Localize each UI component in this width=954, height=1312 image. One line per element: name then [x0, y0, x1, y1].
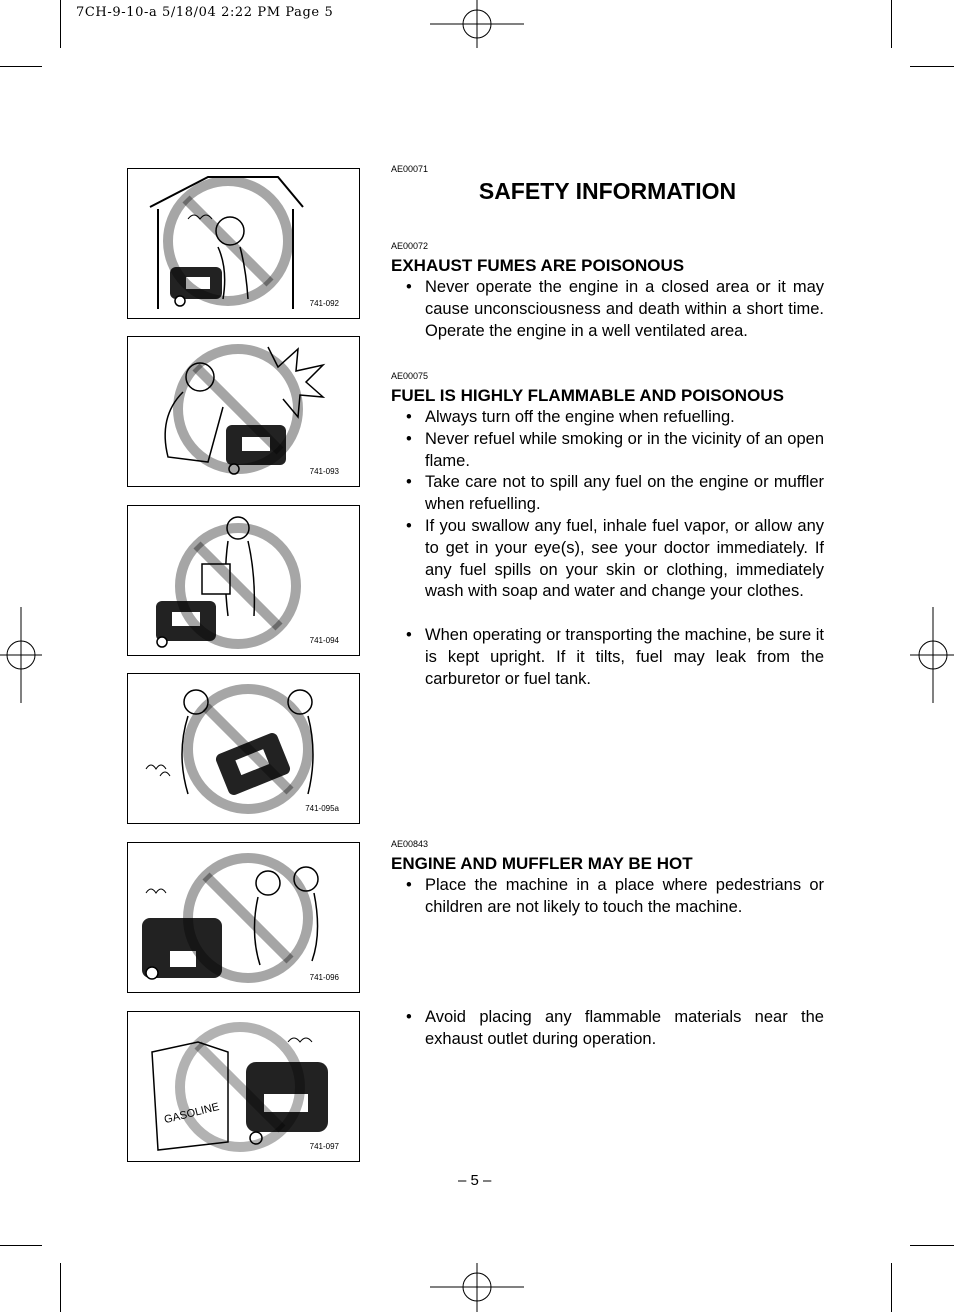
crop-mark [0, 1245, 42, 1246]
bullet-text: Never refuel while smoking or in the vicinity of an open flame. [425, 430, 824, 470]
page-title: SAFETY INFORMATION [478, 178, 737, 204]
crop-mark [891, 0, 892, 48]
registration-mark-left [0, 607, 42, 703]
figure-code: 741-096 [309, 973, 339, 982]
illustration-no-smoking-refuel [127, 336, 360, 487]
bullet-dot: • [406, 517, 412, 535]
crop-mark [0, 66, 42, 67]
bullet-dot: • [406, 1008, 412, 1026]
bullet-text: Take care not to spill any fuel on the engine or muffler when refuelling. [425, 473, 824, 513]
section-title-hot: ENGINE AND MUFFLER MAY BE HOT [391, 854, 693, 873]
bullet-item [406, 277, 824, 342]
bullet-dot: • [406, 876, 412, 894]
figure-code: 741-093 [309, 467, 339, 476]
registration-mark-bottom [430, 1263, 524, 1312]
illustration-fuel-spill [127, 505, 360, 656]
figure-code: 741-094 [309, 636, 339, 645]
crop-mark [910, 66, 954, 67]
bullet-text: When operating or transporting the machine, be sure it is kept upright. If it tilts, fuel may leak from the carburetor or fuel tank. [425, 626, 824, 688]
illustration-flammable-near-exhaust [127, 1011, 360, 1162]
gasoline-label: GASOLINE [162, 1100, 221, 1127]
crop-mark [60, 1263, 61, 1312]
section-code: AE00072 [391, 241, 429, 251]
bullet-item [406, 875, 824, 919]
illustration-children-hot-engine [127, 842, 360, 993]
bullet-item [406, 472, 824, 516]
bullet-item [406, 1007, 824, 1051]
illustration-tilted-transport [127, 673, 360, 824]
crop-mark [891, 1263, 892, 1312]
crop-mark [60, 0, 61, 48]
bullet-text: If you swallow any fuel, inhale fuel vapor, or allow any to get in your eye(s), see your doctor immediately. If any fuel spills on your skin or clothing, immediately wash with soap and water and change your clothes. [425, 517, 824, 601]
section-title-exhaust: EXHAUST FUMES ARE POISONOUS [391, 256, 685, 275]
bullet-dot: • [406, 278, 412, 296]
bullet-dot: • [406, 408, 412, 426]
print-header: 7CH-9-10-a 5/18/04 2:22 PM Page 5 [76, 5, 334, 20]
bullet-item [406, 625, 824, 690]
registration-mark-right [910, 607, 954, 703]
bullet-text: Place the machine in a place where pedestrians or children are not likely to touch the machine. [425, 876, 824, 916]
section-title-fuel: FUEL IS HIGHLY FLAMMABLE AND POISONOUS [391, 386, 784, 405]
section-code: AE00843 [391, 839, 429, 849]
illustration-exhaust-closed-area [127, 168, 360, 319]
section-code: AE00075 [391, 371, 429, 381]
bullet-text: Always turn off the engine when refuelling. [425, 408, 735, 426]
bullet-item [406, 429, 824, 473]
figure-code: 741-095a [305, 804, 339, 813]
bullet-text: Never operate the engine in a closed area or it may cause unconsciousness and death within a short time. Operate the engine in a well ventilated area. [425, 278, 824, 340]
bullet-item [406, 516, 824, 603]
registration-mark-top [430, 0, 524, 48]
figure-code: 741-092 [309, 299, 339, 308]
page-number: – 5 – [458, 1172, 492, 1189]
bullet-item [406, 407, 824, 429]
bullet-text: Avoid placing any flammable materials near the exhaust outlet during operation. [425, 1008, 824, 1048]
crop-mark [910, 1245, 954, 1246]
bullet-dot: • [406, 473, 412, 491]
bullet-dot: • [406, 430, 412, 448]
main-code: AE00071 [391, 164, 429, 174]
bullet-dot: • [406, 626, 412, 644]
figure-code: 741-097 [309, 1142, 339, 1151]
